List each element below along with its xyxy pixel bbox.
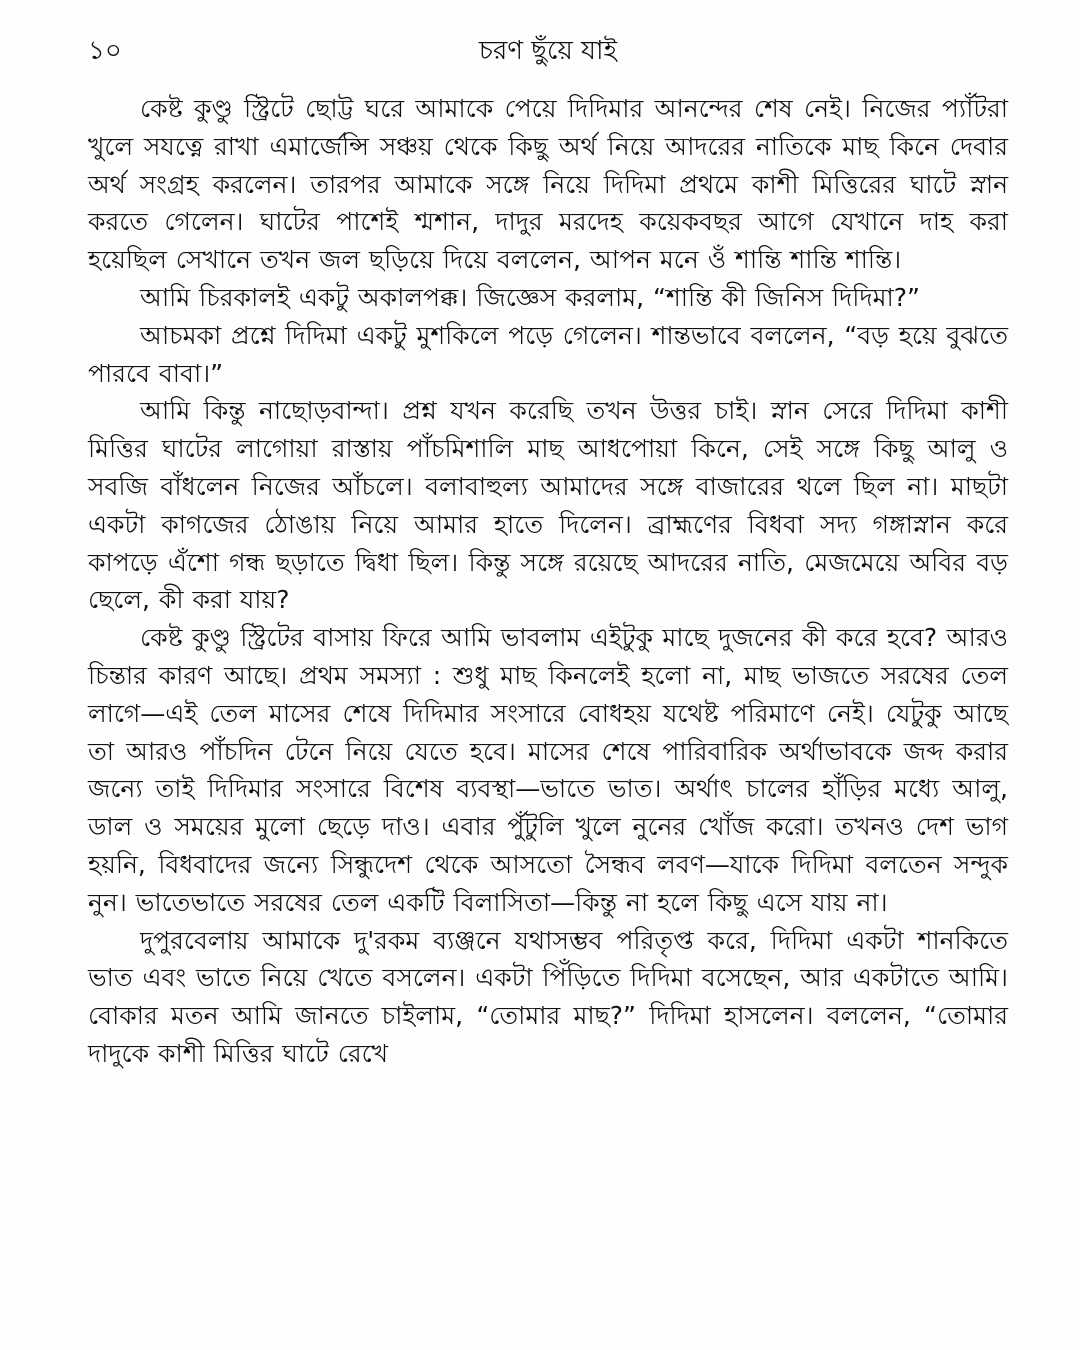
page-number: ১০ (88, 36, 122, 66)
paragraph: কেষ্ট কুণ্ডু স্ট্রিটে ছোট্ট ঘরে আমাকে পেয়ে দিদিমার আনন্দের শেষ নেই। নিজের প্যাঁটরা খুলে সযত্নে রাখা এমার্জেন্সি সঞ্চয় থেকে কিছু অর্থ নিয়ে আদরের নাতিকে মাছ কিনে দেবার অর্থ সংগ্রহ করলেন। তারপর আমাকে সঙ্গে নিয়ে দিদিমা প্রথমে কাশী মিত্তিরের ঘাটে স্নান করতে গেলেন। ঘাটের পাশেই শ্মশান, দাদুর মরদেহ কয়েকবছর আগে যেখানে দাহ করা হয়েছিল সেখানে তখন জল ছড়িয়ে দিয়ে বললেন, আপন মনে ওঁ শান্তি শান্তি শান্তি। (88, 94, 1008, 275)
book-page (88, 28, 1008, 1328)
paragraph: আমি চিরকালই একটু অকালপক্ক। জিজ্ঞেস করলাম, “শান্তি কী জিনিস দিদিমা?” (140, 282, 920, 312)
body-text (88, 90, 1008, 1073)
paragraph: আচমকা প্রশ্নে দিদিমা একটু মুশকিলে পড়ে গেলেন। শান্তভাবে বললেন, “বড় হয়ে বুঝতে পারবে বাবা।” (88, 320, 1008, 388)
paragraph: দুপুরবেলায় আমাকে দু'রকম ব্যঞ্জনে যথাসম্ভব পরিতৃপ্ত করে, দিদিমা একটা শানকিতে ভাত এবং ভাতে নিয়ে খেতে বসলেন। একটা পিঁড়িতে দিদিমা বসেছেন, আর একটাতে আমি। বোকার মতন আমি জানতে চাইলাম, “তোমার মাছ?” দিদিমা হাসলেন। বললেন, “তোমার দাদুকে কাশী মিত্তির ঘাটে রেখে (88, 925, 1008, 1068)
paragraph: কেষ্ট কুণ্ডু স্ট্রিটের বাসায় ফিরে আমি ভাবলাম এইটুকু মাছে দুজনের কী করে হবে? আরও চিন্তার কারণ আছে। প্রথম সমস্যা : শুধু মাছ কিনলেই হলো না, মাছ ভাজতে সরষের তেল লাগে—এই তেল মাসের শেষে দিদিমার সংসারে বোধহয় যথেষ্ট পরিমাণে নেই। যেটুকু আছে তা আরও পাঁচদিন টেনে নিয়ে যেতে হবে। মাসের শেষে পারিবারিক অর্থাভাবকে জব্দ করার জন্যে তাই দিদিমার সংসারে বিশেষ ব্যবস্থা—ভাতে ভাত। অর্থাৎ চালের হাঁড়ির মধ্যে আলু, ডাল ও সময়ের মুলো ছেড়ে দাও। এবার পুঁটুলি খুলে নুনের খোঁজ করো। তখনও দেশ ভাগ হয়নি, বিধবাদের জন্যে সিন্ধুদেশ থেকে আসতো সৈন্ধব লবণ—যাকে দিদিমা বলতেন সন্দুক নুন। ভাতেভাতে সরষের তেল একটি বিলাসিতা—কিন্তু না হলে কিছু এসে যায় না। (88, 623, 1008, 917)
page-header (88, 28, 1008, 76)
running-title: চরণ ছুঁয়ে যাই (478, 36, 618, 66)
paragraph: আমি কিন্তু নাছোড়বান্দা। প্রশ্ন যখন করেছি তখন উত্তর চাই। স্নান সেরে দিদিমা কাশী মিত্তির ঘাটের লাগোয়া রাস্তায় পাঁচমিশালি মাছ আধপোয়া কিনে, সেই সঙ্গে কিছু আলু ও সবজি বাঁধলেন নিজের আঁচলে। বলাবাহুল্য আমাদের সঙ্গে বাজারের থলে ছিল না। মাছটা একটা কাগজের ঠোঙায় নিয়ে আমার হাতে দিলেন। ব্রাহ্মণের বিধবা সদ্য গঙ্গাস্নান করে কাপড়ে এঁশো গন্ধ ছড়াতে দ্বিধা ছিল। কিন্তু সঙ্গে রয়েছে আদরের নাতি, মেজমেয়ে অবির বড় ছেলে, কী করা যায়? (88, 396, 1008, 615)
